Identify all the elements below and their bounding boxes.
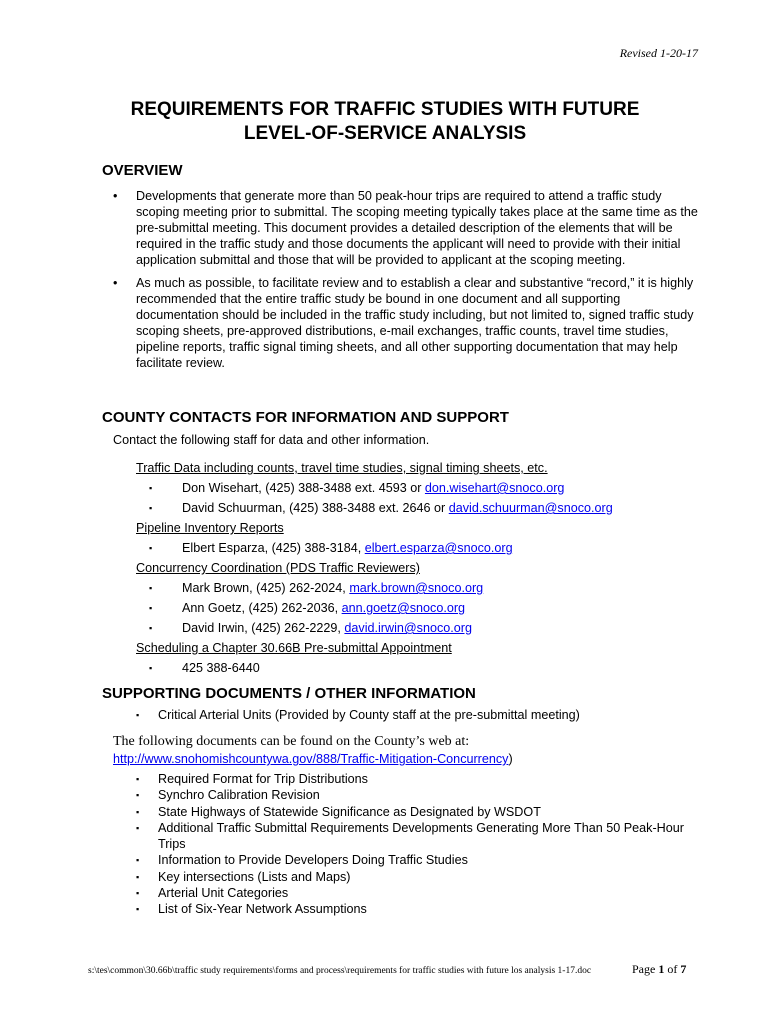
- email-link[interactable]: ann.goetz@snoco.org: [341, 601, 466, 615]
- page-label: Page: [632, 962, 656, 976]
- bullet-square-icon: ▪: [149, 663, 153, 673]
- contact-text: Don Wisehart, (425) 388-3488 ext. 4593 or: [182, 481, 425, 495]
- overview-bullet-text: Developments that generate more than 50 peak-hour trips are required to attend a traffic study scoping meeting prior to submittal. The scoping meeting typically takes place at the same time as the pre-submittal meeting. This document provides a detailed description of the elements that will be required in the traffic study and those documents the applicant will need to provide with their initial application submittal and those that will be provided to applicant at the scoping meeting.: [136, 189, 698, 267]
- contact-text: David Schuurman, (425) 388-3488 ext. 2646 or: [182, 501, 449, 515]
- supporting-heading: SUPPORTING DOCUMENTS / OTHER INFORMATION: [102, 685, 476, 702]
- contacts-intro: Contact the following staff for data and other information.: [113, 433, 430, 447]
- document-text: List of Six-Year Network Assumptions: [158, 902, 367, 917]
- contact-group-title: Traffic Data including counts, travel time studies, signal timing sheets, etc.: [136, 461, 548, 475]
- bullet-square-icon: ▪: [136, 774, 140, 784]
- contact-group-title: Concurrency Coordination (PDS Traffic Reviewers): [136, 561, 420, 575]
- contact-item: [136, 498, 696, 518]
- contact-group-title: Scheduling a Chapter 30.66B Pre-submittal Appointment: [136, 641, 452, 655]
- contacts-list: [136, 458, 696, 678]
- page-total: 7: [680, 962, 687, 976]
- overview-bullet: [113, 188, 698, 268]
- document-text: Information to Provide Developers Doing Traffic Studies: [158, 853, 468, 868]
- contact-text: Ann Goetz, (425) 262-2036,: [182, 601, 342, 615]
- bullet-square-icon: ▪: [149, 603, 153, 613]
- contact-item: [136, 538, 696, 558]
- bullet-square-icon: ▪: [149, 503, 153, 513]
- bullet-square-icon: ▪: [136, 855, 140, 866]
- footer-file-path: s:\tes\common\30.66b\traffic study requirements\forms and process\requirements for traffic studies with future los analysis 1-17.doc: [88, 966, 592, 976]
- overview-bullet: [113, 275, 698, 371]
- document-item: [136, 901, 696, 917]
- bullet-dot-icon: •: [113, 276, 118, 290]
- title-line-2: LEVEL-OF-SERVICE ANALYSIS: [243, 123, 527, 144]
- web-link-suffix: ): [508, 752, 513, 766]
- bullet-square-icon: ▪: [136, 822, 140, 833]
- critical-item: [136, 706, 696, 724]
- page-number: [632, 962, 686, 977]
- email-link[interactable]: david.schuurman@snoco.org: [448, 501, 613, 515]
- document-text: Arterial Unit Categories: [158, 886, 289, 901]
- email-link[interactable]: mark.brown@snoco.org: [349, 581, 484, 595]
- bullet-square-icon: ▪: [136, 710, 140, 720]
- contact-group-title: Pipeline Inventory Reports: [136, 521, 284, 535]
- web-intro-text: The following documents can be found on the County’s web at:: [113, 734, 470, 749]
- contact-text: David Irwin, (425) 262-2229,: [182, 621, 345, 635]
- document-text: State Highways of Statewide Significance as Designated by WSDOT: [158, 804, 541, 819]
- document-text: Additional Traffic Submittal Requirements Developments Generating More Than 50 Peak-Hour Trips: [158, 820, 684, 852]
- contact-item: [136, 478, 696, 498]
- document-text: Key intersections (Lists and Maps): [158, 869, 351, 884]
- overview-list: [113, 188, 698, 378]
- county-web-link[interactable]: http://www.snohomishcountywa.gov/888/Traffic-Mitigation-Concurrency: [113, 752, 509, 766]
- contacts-heading: COUNTY CONTACTS FOR INFORMATION AND SUPPORT: [102, 409, 509, 426]
- document-item: [136, 852, 696, 868]
- contact-item: [136, 618, 696, 638]
- bullet-square-icon: ▪: [136, 871, 140, 882]
- email-link[interactable]: elbert.esparza@snoco.org: [364, 541, 513, 555]
- document-item: [136, 885, 696, 901]
- bullet-square-icon: ▪: [136, 888, 140, 899]
- document-item: [136, 869, 696, 885]
- bullet-square-icon: ▪: [136, 904, 140, 915]
- document-item: [136, 804, 696, 820]
- document-item: [136, 771, 696, 787]
- bullet-square-icon: ▪: [149, 543, 153, 553]
- page-current: 1: [658, 962, 665, 976]
- revision-date: Revised 1-20-17: [619, 46, 698, 60]
- critical-text: Critical Arterial Units (Provided by County staff at the pre-submittal meeting): [158, 708, 580, 722]
- contact-item: [136, 598, 696, 618]
- contact-text: 425 388-6440: [182, 661, 260, 675]
- document-item: [136, 820, 696, 853]
- title-line-1: REQUIREMENTS FOR TRAFFIC STUDIES WITH FUTURE: [130, 99, 640, 120]
- documents-list: [136, 771, 696, 918]
- page-of: of: [667, 962, 678, 976]
- document-item: [136, 787, 696, 803]
- email-link[interactable]: david.irwin@snoco.org: [344, 621, 472, 635]
- contact-text: Mark Brown, (425) 262-2024,: [182, 581, 350, 595]
- document-text: Required Format for Trip Distributions: [158, 772, 368, 786]
- contact-text: Elbert Esparza, (425) 388-3184,: [182, 541, 365, 555]
- web-intro: [113, 732, 713, 768]
- document-title: [0, 98, 770, 146]
- contact-item: [136, 578, 696, 598]
- bullet-square-icon: ▪: [149, 583, 153, 593]
- overview-bullet-text: As much as possible, to facilitate review and to establish a clear and substantive “record,” it is highly recommended that the entire traffic study be bound in one document and all supporting documentation should be included in the traffic study including, but not limited to, signed traffic study scoping sheets, pre-approved distributions, e-mail exchanges, traffic counts, travel time studies, pipeline reports, traffic signal timing sheets, and all other supporting documentation that may help facilitate review.: [136, 276, 694, 370]
- document-text: Synchro Calibration Revision: [158, 788, 320, 803]
- contact-item: [136, 658, 696, 678]
- bullet-square-icon: ▪: [149, 623, 153, 633]
- bullet-square-icon: ▪: [136, 790, 140, 801]
- bullet-square-icon: ▪: [149, 483, 153, 493]
- bullet-dot-icon: •: [113, 189, 118, 203]
- bullet-square-icon: ▪: [136, 806, 140, 817]
- overview-heading: OVERVIEW: [102, 162, 183, 179]
- email-link[interactable]: don.wisehart@snoco.org: [424, 481, 565, 495]
